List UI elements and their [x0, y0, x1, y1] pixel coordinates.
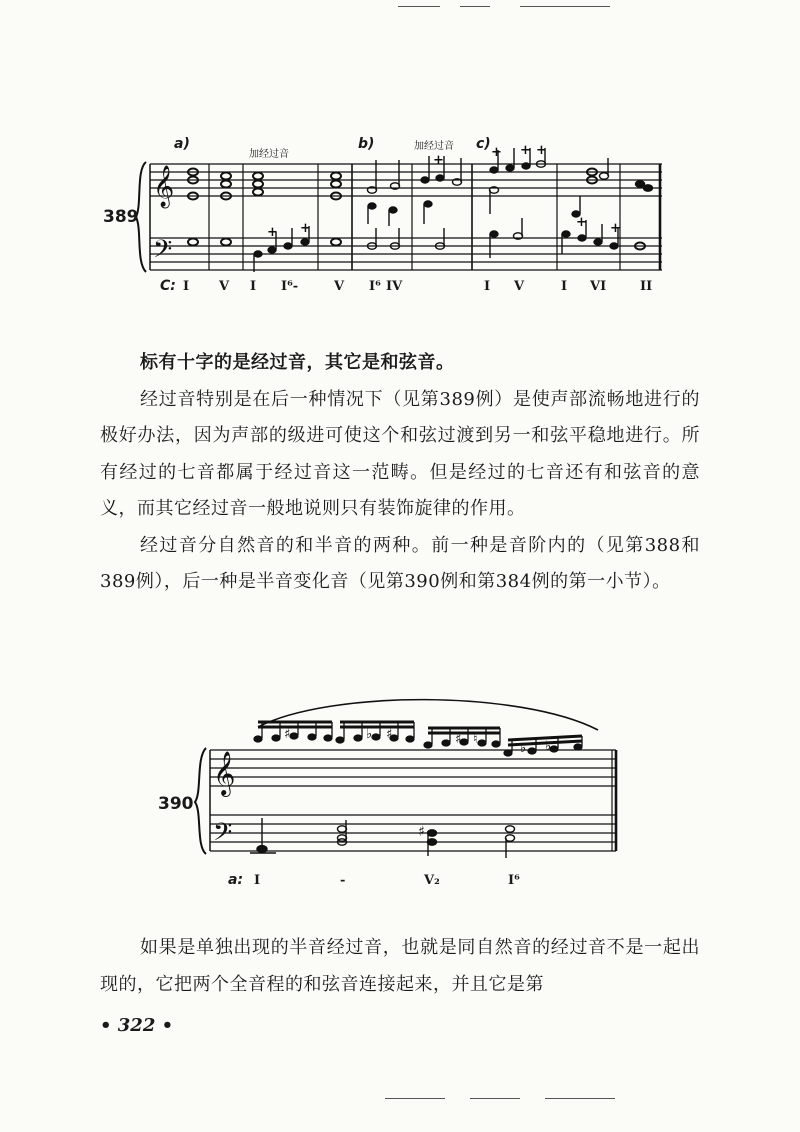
paragraph-1: 经过音特别是在后一种情况下（见第389例）是使声部流畅地进行的极好办法，因为声部的级进可使这个和弦过渡到另一和弦平稳地进行。所有经过的七音都属于经过音这一范畴。但是经过的七音还有和弦音的意义，而其它经过音一般地说则只有装饰旋律的作用。: [100, 388, 700, 519]
svg-text:𝄢: 𝄢: [153, 235, 173, 270]
svg-text:♯: ♯: [386, 727, 393, 742]
paragraph-3: 如果是单独出现的半音经过音，也就是同自然音的经过音不是一起出现的，它把两个全音程的和弦音连接起来，并且它是第: [100, 937, 700, 995]
svg-text:♭: ♭: [545, 739, 552, 754]
caption-389: 标有十字的是经过音，其它是和弦音。: [140, 352, 455, 373]
example-389-letter-a: a): [174, 136, 190, 152]
degree: IV: [386, 279, 403, 294]
example-389-number: 389: [103, 207, 139, 227]
key-prefix-389: C:: [160, 278, 176, 294]
svg-text:♭: ♭: [520, 741, 527, 756]
paragraph-2: 经过音分自然音的和半音的两种。前一种是音阶内的（见第388和389例），后一种是半音变化音（见第390例和第384例的第一小节）。: [100, 534, 700, 592]
degree: V: [334, 279, 345, 294]
svg-text:+: +: [300, 221, 311, 236]
page-number: • 322 •: [100, 1015, 174, 1036]
degree: -: [340, 873, 346, 888]
svg-text:𝄞: 𝄞: [153, 166, 175, 207]
degree: V: [514, 279, 525, 294]
svg-text:+: +: [536, 143, 547, 158]
example-390-number: 390: [158, 794, 194, 814]
svg-text:♯: ♯: [455, 732, 462, 747]
degree: I: [561, 279, 568, 294]
svg-text:♮: ♮: [473, 732, 478, 747]
degree: II: [640, 279, 653, 294]
bottom-rule-mid: [470, 1098, 520, 1099]
degree: I: [254, 873, 261, 888]
example-389-letter-b: b): [358, 136, 375, 152]
bottom-rule-left: [385, 1098, 445, 1099]
degree: I⁶: [369, 279, 381, 294]
svg-text:+: +: [267, 225, 278, 240]
degree: V₂: [424, 873, 440, 888]
annotation-passing-2: 加经过音: [414, 141, 454, 152]
degree: I: [250, 279, 257, 294]
svg-text:♯: ♯: [284, 727, 291, 742]
svg-text:𝄢: 𝄢: [213, 818, 233, 853]
svg-text:+: +: [610, 221, 621, 236]
svg-text:𝄞: 𝄞: [213, 751, 236, 795]
degree: VI: [590, 279, 607, 294]
annotation-passing-1: 加经过音: [249, 149, 289, 160]
degree: I⁶-: [281, 279, 299, 294]
key-prefix-390: a:: [228, 872, 244, 888]
bottom-rule-right: [545, 1098, 615, 1099]
svg-text:+: +: [520, 143, 531, 158]
svg-text:+: +: [433, 153, 444, 168]
svg-text:♭: ♭: [366, 727, 373, 742]
text-block-2: [100, 930, 700, 1003]
degree: I: [484, 279, 491, 294]
example-389-letter-c: c): [476, 136, 491, 152]
svg-text:+: +: [576, 215, 587, 230]
degree: I⁶: [508, 873, 520, 888]
degree: V: [219, 279, 230, 294]
svg-text:♯: ♯: [418, 824, 425, 840]
svg-text:+: +: [491, 145, 502, 160]
degree: I: [183, 279, 190, 294]
